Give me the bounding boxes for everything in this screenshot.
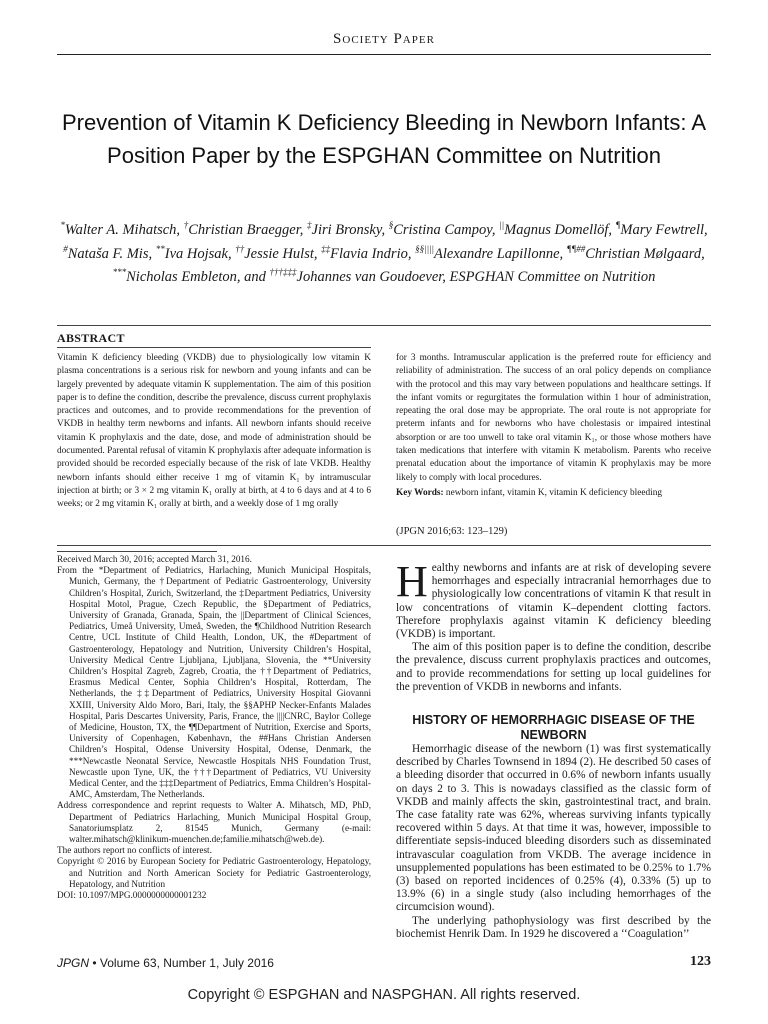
author-name: Mary Fewtrell, bbox=[620, 221, 708, 238]
intro-paragraph-2: The aim of this position paper is to define the condition, describe the prevalence, discuss current prophylaxis practices and outcomes, and to provide recommendations for setting up local guidelines for the prevention of VKDB in newborns and infants. bbox=[396, 641, 711, 693]
author-affiliation-mark: # bbox=[63, 243, 68, 254]
author-affiliation-mark: §§|||| bbox=[415, 243, 435, 254]
author-affiliation-mark: § bbox=[388, 220, 394, 230]
doi: DOI: 10.1097/MPG.0000000000001232 bbox=[57, 890, 207, 901]
author-name: Alexandre Lapillonne, bbox=[434, 245, 567, 262]
author-entry bbox=[184, 222, 307, 238]
author-name: Jessie Hulst, bbox=[244, 245, 322, 262]
author-entry bbox=[307, 222, 389, 238]
author-name: Magnus Domellöf, bbox=[504, 221, 616, 238]
author-name: Nataša F. Mis, bbox=[67, 245, 156, 262]
author-entry bbox=[244, 269, 655, 285]
author-name: Nicholas Embleton, bbox=[126, 269, 245, 286]
author-entry bbox=[321, 243, 416, 262]
correspondence: Address correspondence and reprint requests to Walter A. Mihatsch, MD, PhD, Department of Pediatrics Harlaching, Munich Municipal Hospital Group, Sanatoriumsplatz 2, 81545 Munich, Germany (e-mail: walter.mihatsch@klinikum-muenchen.de;familie.mihatsch@web.de). bbox=[57, 800, 371, 845]
history-paragraph-1: Hemorrhagic disease of the newborn (1) was first systematically described by Charles Townsend in 1894 (2). He described 50 cases of a bleeding disorder that occurred in 0.6% of newborn infants usually on days 2 to 3. This is nowadays classified as the classic form of VKDB and mainly affects the skin, gastrointestinal tract, and brain. The case fatality rate was 62%, whereas surviving infants typically recovered within 5 days. At that time it was, however, impossible to differentiate sepsis-induced bleeding disorders such as disseminated intravascular coagulation from VKDB. The average incidence in unsupplemented populations has been estimated to be 0.25% to 1.7% (3) based on reported incidences of 0.25% (4), 0.33% (5) up to 13.9% (6) in a single study (also including hemorrhages of the circumcision wound). bbox=[396, 743, 711, 914]
author-affiliation-mark: †† bbox=[235, 243, 245, 254]
history-paragraph-2: The underlying pathophysiology was first described by the biochemist Henrik Dam. In 1929 he discovered a ‘‘Coagulation’’ bbox=[396, 914, 711, 940]
paper-title: Prevention of Vitamin K Deficiency Bleeding in Newborn Infants: A Position Paper by the ESPGHAN Committee on Nutrition bbox=[61, 110, 707, 168]
abstract-heading-rule bbox=[57, 347, 371, 348]
author-name: Walter A. Mihatsch, bbox=[64, 221, 184, 238]
footnote-rule bbox=[57, 551, 217, 552]
author-affiliation-mark: ¶ bbox=[615, 220, 621, 230]
abstract-top-rule bbox=[57, 325, 711, 326]
drop-cap: H bbox=[396, 557, 428, 606]
author-entry bbox=[113, 269, 245, 285]
affiliations: From the *Department of Pediatrics, Harlaching, Munich Municipal Hospitals, Munich, Germany, the †Department of Pediatric Gastroenterology, University Children’s Hospital, Zurich, Switzerland, the ‡Department Pediatrics, University Hospital Motol, Prague, Czech Republic, the §Department of Pediatrics, University of Granada, Granada, Spain, the ||Department of Clinical Sciences, Pediatrics, Umeå University, Umeå, Sweden, the ¶Childhood Nutrition Research Centre, UCL Institute of Child Health, London, UK, the #Department of Gastroenterology, Hepatology and Nutrition, University Children’s Hospital, University Medical Centre Ljubljana, Ljubljana, Slovenia, the **University Children’s Hospital Zagreb, Zagreb, Croatia, the ††Department of Pediatrics, Erasmus Medical Center, Sophia Children’s Hospital, Rotterdam, The Netherlands, the ‡‡Department of Pediatrics, University Hospital Giovanni XXIII, University Aldo Moro, Bari, Italy, the §§APHP Necker-Enfants Malades Hospital, Paris Descartes University, Paris, France, the ||||CNRC, Baylor College of Medicine, Houston, TX, the ¶¶Department of Nutrition, Exercise and Sports, University of Copenhagen, København, the ##Hans Christian Andersen Children’s Hospital, Odense University Hospital, Odense, Denmark, the ***Newcastle Neonatal Service, Newcastle Hospitals NHS Foundation Trust, Newcastle upon Tyne, UK, the †††Department of Pediatrics, VU University Medical Center, and the ‡‡‡Department of Pediatrics, Emma Children’s Hospital-AMC, Amsterdam, The Netherlands. bbox=[57, 565, 371, 800]
author-name: Christian Braegger, bbox=[188, 221, 308, 238]
abstract-bottom-rule bbox=[57, 545, 711, 546]
section-heading-history: HISTORY OF HEMORRHAGIC DISEASE OF THE NEWBORN bbox=[412, 713, 695, 742]
author-affiliation-mark: † bbox=[183, 220, 189, 230]
introduction bbox=[396, 557, 711, 694]
abstract-heading: ABSTRACT bbox=[57, 331, 125, 345]
author-entry bbox=[63, 243, 156, 262]
received-dates: Received March 30, 2016; accepted March 31, 2016. bbox=[57, 554, 252, 564]
author-entry bbox=[155, 243, 236, 262]
author-name: Iva Hojsak, bbox=[164, 245, 236, 262]
conflicts-statement: The authors report no conflicts of interest. bbox=[57, 845, 212, 856]
copyright-banner: Copyright © ESPGHAN and NASPGHAN. All rights reserved. bbox=[187, 987, 581, 1003]
journal-name: JPGN bbox=[57, 956, 90, 970]
author-name: Cristina Campoy, bbox=[393, 221, 500, 238]
keywords bbox=[396, 487, 711, 500]
author-affiliation-mark: *** bbox=[112, 267, 127, 278]
section-label: Society Paper bbox=[333, 31, 435, 47]
footnotes bbox=[57, 554, 371, 901]
author-affiliation-mark: ** bbox=[155, 243, 165, 254]
author-entry bbox=[566, 243, 705, 262]
header-rule bbox=[57, 54, 711, 55]
keywords-label: Key Words: bbox=[396, 488, 444, 498]
author-affiliation-mark: ‡‡ bbox=[321, 243, 331, 254]
author-name: Johannes van Goudoever, ESPGHAN Committee on Nutrition bbox=[296, 269, 656, 286]
copyright-note: Copyright © 2016 by European Society for Pediatric Gastroenterology, Hepatology, and Nutrition and North American Society for Pediatric Gastroenterology, Hepatology, and Nutrition bbox=[57, 856, 371, 889]
abstract-text-left: Vitamin K deficiency bleeding (VKDB) due to physiologically low vitamin K plasma concentrations is a serious risk for newborn and young infants and can be largely prevented by adequate vitamin K supplementation. The aim of this position paper is to define the condition, describe the prevalence, discuss current prophylaxis practices and outcomes, and to provide recommendations for the prevention of VKDB in healthy term newborns and infants. All newborn infants should receive vitamin K prophylaxis and the date, dose, and mode of administration should be documented. Parental refusal of vitamin K prophylaxis after adequate information is provided should be recorded especially because of the risk of late VKDB. Healthy newborn infants should either receive 1 mg of vitamin K₁ by intramuscular injection at birth; or 3 × 2 mg vitamin K₁ orally at birth, at 4 to 6 days and at 4 to 6 weeks; or 2 mg vitamin K₁ orally at birth, and a weekly dose of 1 mg orally bbox=[57, 353, 371, 510]
footer-journal-info bbox=[57, 956, 274, 970]
abstract-text-right: for 3 months. Intramuscular application is the preferred route for efficiency and reliability of administration. The success of an oral policy depends on compliance with the protocol and this may vary between populations and healthcare settings. If the infant vomits or regurgitates the formulation within 1 hour of administration, repeating the oral dose may be appropriate. The oral route is not appropriate for preterm infants and for newborns who have cholestasis or impaired intestinal absorption or are too unwell to take oral vitamin K₁, or those whose mothers have taken medications that interfere with vitamin K metabolism. Parents who receive prenatal education about the importance of vitamin K prophylaxis may be more likely to comply with local procedures. bbox=[396, 353, 711, 483]
author-affiliation-mark: ¶¶## bbox=[566, 243, 586, 254]
author-name: Christian Mølgaard, bbox=[585, 245, 705, 262]
journal-issue: • Volume 63, Number 1, July 2016 bbox=[89, 956, 274, 970]
journal-citation: (JPGN 2016;63: 123–129) bbox=[396, 526, 508, 537]
author-entry bbox=[499, 222, 616, 238]
history-section bbox=[396, 743, 711, 941]
author-entry bbox=[60, 222, 183, 238]
author-name: Flavia Indrio, bbox=[330, 245, 416, 262]
author-affiliation-mark: †††‡‡‡ bbox=[269, 267, 297, 278]
author-entry bbox=[389, 222, 499, 238]
author-entry bbox=[235, 243, 322, 262]
author-entry bbox=[616, 222, 708, 238]
author-affiliation-mark: * bbox=[60, 220, 65, 230]
author-entry bbox=[415, 243, 567, 262]
author-name: Jiri Bronsky, bbox=[311, 221, 389, 238]
keywords-list: newborn infant, vitamin K, vitamin K deficiency bleeding bbox=[443, 488, 663, 498]
page-number: 123 bbox=[690, 954, 711, 969]
author-list bbox=[60, 216, 708, 287]
intro-paragraph-1: ealthy newborns and infants are at risk of developing severe hemorrhages and especially intracranial hemorrhages due to physiologically low concentrations of vitamin K that result in low concentrations of vitamin K–dependent clotting factors. Therefore prophylaxis against vitamin K deficiency bleeding (VKDB) is important. bbox=[396, 562, 711, 641]
author-prefix: and bbox=[244, 269, 270, 286]
author-affiliation-mark: || bbox=[499, 220, 505, 230]
author-affiliation-mark: ‡ bbox=[307, 220, 312, 230]
